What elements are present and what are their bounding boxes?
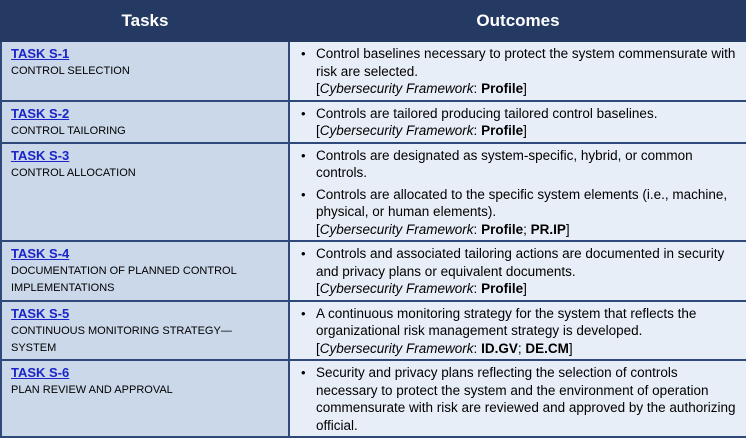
task-title: CONTROL TAILORING xyxy=(11,124,126,137)
bullet-icon: • xyxy=(301,105,306,121)
framework-reference: [Cybersecurity Framework: ID.GV; DE.CM] xyxy=(316,340,573,356)
outcome-item xyxy=(300,305,738,358)
task-title: SYSTEM xyxy=(11,341,57,354)
outcome-cell xyxy=(289,301,746,361)
task-cell xyxy=(1,101,289,143)
outcome-text: Control baselines necessary to protect the system commensurate with risk are selected. xyxy=(316,46,736,79)
task-id-link[interactable]: TASK S-1 xyxy=(11,46,70,61)
framework-label: Cybersecurity Framework xyxy=(319,123,474,138)
task-title: CONTINUOUS MONITORING STRATEGY— xyxy=(11,324,232,337)
task-cell xyxy=(1,241,289,301)
framework-value: Profile xyxy=(481,221,524,237)
outcome-cell xyxy=(289,143,746,242)
outcome-cell xyxy=(289,101,746,143)
outcome-text: Controls are allocated to the specific system elements (i.e., machine, physical, or human elements). xyxy=(316,186,728,219)
table-row xyxy=(1,360,746,437)
outcome-list xyxy=(300,364,738,434)
outcome-item xyxy=(300,45,738,98)
outcome-item xyxy=(300,105,738,140)
framework-value: DE.CM xyxy=(525,340,569,356)
table-body xyxy=(1,41,746,437)
task-cell xyxy=(1,143,289,242)
bullet-icon: • xyxy=(301,305,306,321)
table-row xyxy=(1,301,746,361)
outcome-item xyxy=(300,186,738,239)
framework-label: Cybersecurity Framework xyxy=(319,281,474,296)
task-id-link[interactable]: TASK S-2 xyxy=(11,105,70,121)
outcome-text: Controls are designated as system-specific, hybrid, or common controls. xyxy=(316,147,693,180)
bullet-icon: • xyxy=(301,365,306,380)
outcome-list xyxy=(300,305,738,358)
bullet-icon: • xyxy=(301,147,306,163)
framework-label: Cybersecurity Framework xyxy=(319,81,474,96)
task-title: PLAN REVIEW AND APPROVAL xyxy=(11,384,173,396)
task-title: CONTROL SELECTION xyxy=(11,65,130,77)
table-row xyxy=(1,241,746,301)
bullet-icon: • xyxy=(301,46,306,61)
outcome-list xyxy=(300,147,738,239)
task-title: IMPLEMENTATIONS xyxy=(11,282,115,294)
framework-reference: [Cybersecurity Framework: Profile] xyxy=(316,81,527,96)
task-cell xyxy=(1,41,289,101)
outcome-text: Controls are tailored producing tailored control baselines. xyxy=(316,105,658,121)
table-row xyxy=(1,101,746,143)
bullet-icon: • xyxy=(301,186,306,202)
outcomes-column-header: Outcomes xyxy=(289,1,746,41)
framework-value: Profile xyxy=(481,81,524,96)
outcome-item xyxy=(300,147,738,182)
table-row xyxy=(1,41,746,101)
header-row xyxy=(1,1,746,41)
outcome-text: A continuous monitoring strategy for the system that reflects the organizational risk management strategy is developed. xyxy=(316,305,697,338)
task-id-link[interactable]: TASK S-6 xyxy=(11,365,70,380)
bullet-icon: • xyxy=(301,246,306,261)
task-cell xyxy=(1,301,289,361)
outcome-list xyxy=(300,105,738,140)
framework-value: ID.GV xyxy=(481,340,518,356)
outcome-cell xyxy=(289,41,746,101)
outcome-cell xyxy=(289,241,746,301)
task-title: DOCUMENTATION OF PLANNED CONTROL xyxy=(11,265,237,277)
task-id-link[interactable]: TASK S-3 xyxy=(11,147,70,163)
outcome-item xyxy=(300,245,738,298)
task-title: CONTROL ALLOCATION xyxy=(11,166,136,179)
framework-value: Profile xyxy=(481,281,524,296)
outcome-cell xyxy=(289,360,746,437)
framework-value: PR.IP xyxy=(530,221,566,237)
outcome-list xyxy=(300,245,738,298)
tasks-column-header: Tasks xyxy=(1,1,289,41)
framework-label: Cybersecurity Framework xyxy=(319,340,474,356)
outcome-list xyxy=(300,45,738,98)
task-id-link[interactable]: TASK S-5 xyxy=(11,305,70,321)
table-row xyxy=(1,143,746,242)
framework-reference: [Cybersecurity Framework: Profile; PR.IP] xyxy=(316,221,570,237)
framework-reference: [Cybersecurity Framework: Profile] xyxy=(316,123,527,138)
outcome-text: Controls and associated tailoring actions are documented in security and privacy plans or equivalent documents. xyxy=(316,246,725,279)
framework-value: Profile xyxy=(481,123,524,138)
framework-label: Cybersecurity Framework xyxy=(319,221,474,237)
table-header xyxy=(1,1,746,41)
framework-reference: [Cybersecurity Framework: Profile] xyxy=(316,281,527,296)
task-cell xyxy=(1,360,289,437)
outcome-item xyxy=(300,364,738,434)
outcome-text: Security and privacy plans reflecting the selection of controls necessary to protect the system and the environment of operation commensurate with risk are reviewed and approved by the authorizing official. xyxy=(316,365,736,433)
task-id-link[interactable]: TASK S-4 xyxy=(11,246,70,261)
